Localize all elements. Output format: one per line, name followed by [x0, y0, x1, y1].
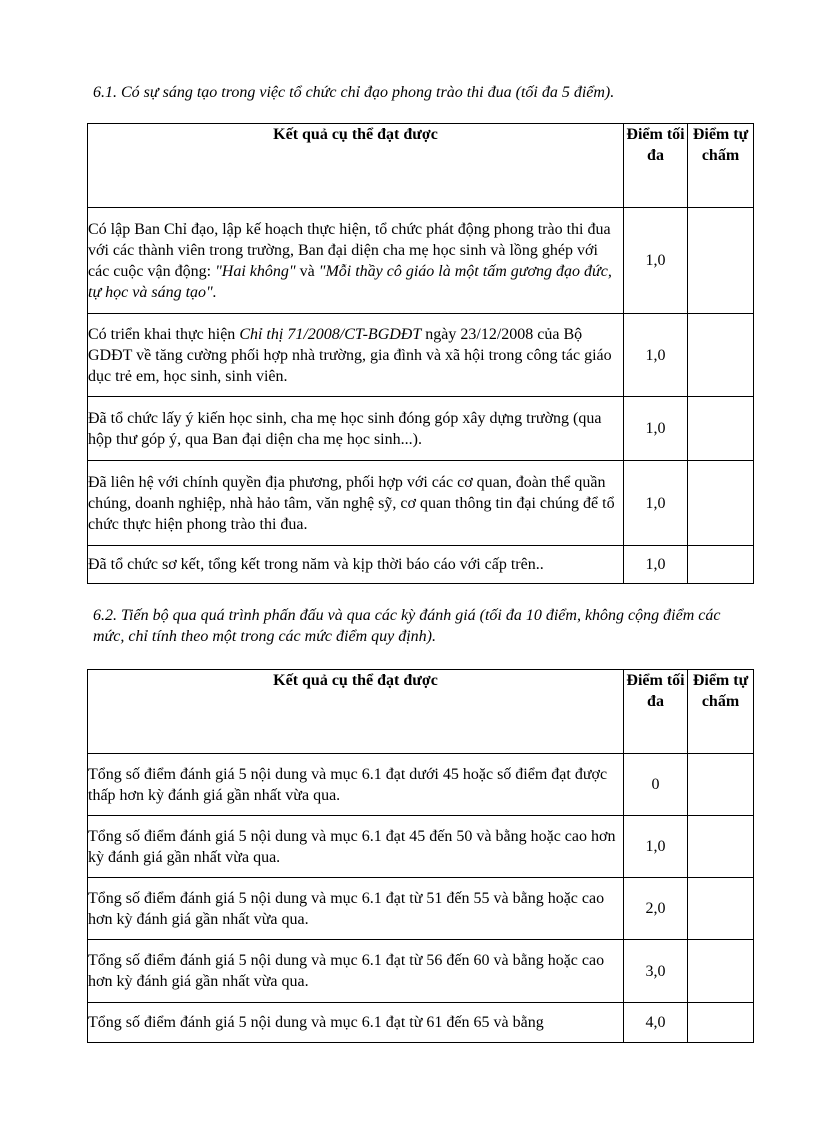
row-content: Đã tổ chức lấy ý kiến học sinh, cha mẹ học sinh đóng góp xây dựng trường (qua hộp thư góp ý, qua Ban đại diện cha mẹ học sinh...). [88, 397, 624, 461]
row-content: Tổng số điểm đánh giá 5 nội dung và mục 6.1 đạt từ 56 đến 60 và bằng hoặc cao hơn kỳ đánh giá gần nhất vừa qua. [88, 940, 624, 1003]
column-header-result: Kết quả cụ thể đạt được [88, 124, 624, 208]
table-row [88, 1003, 754, 1043]
max-score-cell: 1,0 [624, 314, 688, 397]
row-text-italic: "Mỗi thầy cô giáo là một tấm gương đạo đức, tự học và sáng tạo". [88, 262, 612, 301]
row-text: Có lập Ban Chỉ đạo, lập kế hoạch thực hiện, tổ chức phát động phong trào thi đua với các thành viên trong trường, Ban đại diện cha mẹ học sinh và lồng ghép với các cuộc vận động: [88, 220, 611, 280]
row-content: Đã tổ chức sơ kết, tổng kết trong năm và kịp thời báo cáo với cấp trên.. [88, 546, 624, 584]
self-score-input-cell[interactable] [688, 208, 754, 314]
max-score-cell: 0 [624, 754, 688, 816]
row-content: Tổng số điểm đánh giá 5 nội dung và mục 6.1 đạt từ 51 đến 55 và bằng hoặc cao hơn kỳ đánh giá gần nhất vừa qua. [88, 878, 624, 940]
table-row [88, 461, 754, 546]
max-score-cell: 1,0 [624, 546, 688, 584]
max-score-cell: 1,0 [624, 461, 688, 546]
row-text: Có triển khai thực hiện [88, 325, 240, 343]
table-header-row [88, 124, 754, 208]
table-row [88, 754, 754, 816]
max-score-cell: 3,0 [624, 940, 688, 1003]
self-score-input-cell[interactable] [688, 461, 754, 546]
table-row [88, 878, 754, 940]
table-row [88, 546, 754, 584]
max-score-cell: 2,0 [624, 878, 688, 940]
self-score-input-cell[interactable] [688, 754, 754, 816]
table-row [88, 940, 754, 1003]
max-score-cell: 4,0 [624, 1003, 688, 1043]
column-header-max-score: Điểm tối đa [624, 670, 688, 754]
section-6-1-heading: 6.1. Có sự sáng tạo trong việc tổ chức chỉ đạo phong trào thi đua (tối đa 5 điểm). [93, 84, 615, 101]
self-score-input-cell[interactable] [688, 1003, 754, 1043]
self-score-input-cell[interactable] [688, 816, 754, 878]
column-header-self-score: Điểm tự chấm [688, 670, 754, 754]
max-score-cell: 1,0 [624, 208, 688, 314]
table-header-row [88, 670, 754, 754]
row-text-italic: Chỉ thị 71/2008/CT-BGDĐT [239, 325, 422, 343]
table-row [88, 314, 754, 397]
self-score-input-cell[interactable] [688, 546, 754, 584]
section-6-2-table [87, 669, 754, 1043]
row-content: Tổng số điểm đánh giá 5 nội dung và mục 6.1 đạt 45 đến 50 và bằng hoặc cao hơn kỳ đánh giá gần nhất vừa qua. [88, 816, 624, 878]
max-score-cell: 1,0 [624, 397, 688, 461]
row-text: ngày 23/12/2008 của Bộ GDĐT về tăng cường phối hợp nhà trường, gia đình và xã hội trong công tác giáo dục trẻ em, học sinh, sinh viên. [88, 325, 612, 385]
section-6-1-table [87, 123, 754, 584]
row-text: và [295, 262, 319, 280]
self-score-input-cell[interactable] [688, 878, 754, 940]
max-score-cell: 1,0 [624, 816, 688, 878]
table-row [88, 816, 754, 878]
row-content: Tổng số điểm đánh giá 5 nội dung và mục 6.1 đạt từ 61 đến 65 và bằng [88, 1003, 624, 1043]
section-6-2-heading: 6.2. Tiến bộ qua quá trình phấn đấu và qua các kỳ đánh giá (tối đa 10 điểm, không cộng điểm các mức, chỉ tính theo một trong các mức điểm quy định). [93, 607, 721, 645]
row-content: Đã liên hệ với chính quyền địa phương, phối hợp với các cơ quan, đoàn thể quần chúng, doanh nghiệp, nhà hảo tâm, văn nghệ sỹ, cơ quan thông tin đại chúng để tổ chức thực hiện phong trào thi đua. [88, 461, 624, 546]
self-score-input-cell[interactable] [688, 940, 754, 1003]
table-row [88, 208, 754, 314]
column-header-result: Kết quả cụ thể đạt được [88, 670, 624, 754]
self-score-input-cell[interactable] [688, 397, 754, 461]
row-content: Tổng số điểm đánh giá 5 nội dung và mục 6.1 đạt dưới 45 hoặc số điểm đạt được thấp hơn kỳ đánh giá gần nhất vừa qua. [88, 754, 624, 816]
row-content [88, 208, 624, 314]
column-header-max-score: Điểm tối đa [624, 124, 688, 208]
row-content [88, 314, 624, 397]
table-row [88, 397, 754, 461]
self-score-input-cell[interactable] [688, 314, 754, 397]
row-text-italic: "Hai không" [215, 262, 296, 280]
column-header-self-score: Điểm tự chấm [688, 124, 754, 208]
